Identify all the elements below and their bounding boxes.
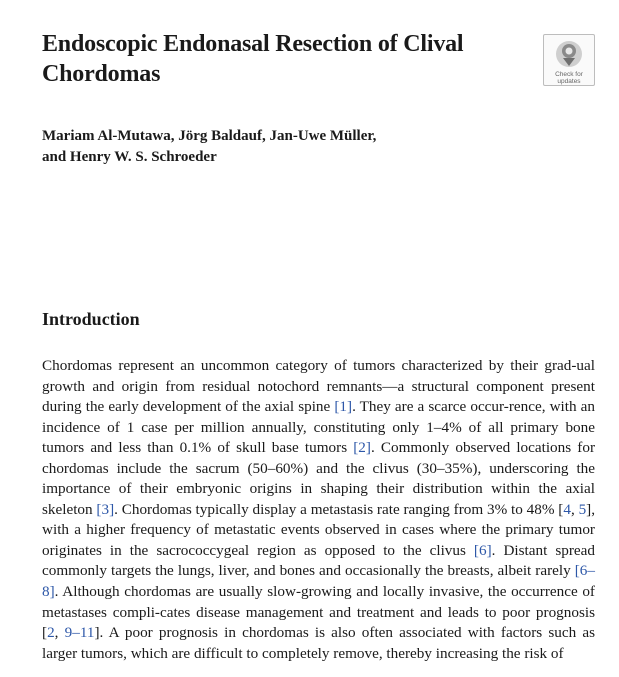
authors-line-2: and Henry W. S. Schroeder — [42, 149, 217, 165]
section-heading: Introduction — [42, 309, 140, 329]
paragraph-text: ]. A poor prognosis in chordomas is also often associated with factors such as larger tumors, which are difficult to completely remove, thereby increasing the risk of — [42, 624, 596, 662]
paragraph-text: . Chordomas typically display a metastasis rate ranging from 3% to 48% [ — [114, 500, 564, 518]
citation-link[interactable]: [6] — [473, 541, 492, 559]
badge-label-line2: updates — [557, 78, 581, 85]
citation-link[interactable]: 2 — [47, 624, 55, 642]
citation-link[interactable]: 4 — [563, 500, 571, 518]
check-for-updates-badge[interactable] — [543, 34, 595, 86]
paragraph-text: , — [570, 500, 579, 518]
badge-label — [544, 71, 594, 85]
paragraph-text: . Although chordomas are usually slow-growing and locally invasive, the occurrence of metastases compli-cates disease management and treatment and leads to poor prognosis [ — [42, 583, 595, 642]
paragraph-text: . Commonly observed locations for chordomas include the sacrum (50–60%) and the clivus (30–35%), underscoring the importance of their embryonic origins in shaping their distribution within the axial skeleton — [42, 439, 595, 518]
paragraph-text: Chordomas represent an uncommon category of tumors characterized by their grad-ual growth and origin from residual notochord remnants—a structural component present during the early development of the axial spine — [42, 357, 595, 416]
citation-link[interactable]: [6–8] — [42, 562, 595, 601]
introduction-paragraph — [42, 356, 595, 664]
paragraph-text: . They are a scarce occur-rence, with an incidence of 1 case per million annually, constituting only 1–4% of all primary bone tumors and less than 0.1% of skull base tumors — [42, 398, 595, 457]
paragraph-text: , — [54, 624, 65, 642]
citation-link[interactable]: 5 — [578, 500, 587, 518]
paragraph-text: . Distant spread commonly targets the lungs, liver, and bones and occasionally the breasts, albeit rarely — [42, 541, 595, 580]
author-list — [42, 126, 562, 168]
crossmark-icon — [554, 39, 584, 69]
citation-link[interactable]: [1] — [334, 398, 353, 416]
citation-link[interactable]: [2] — [353, 439, 371, 457]
paper-title: Endoscopic Endonasal Resection of Clival Chordomas — [42, 31, 464, 87]
citation-link[interactable]: 9–11 — [64, 624, 95, 642]
citation-link[interactable]: [3] — [96, 500, 115, 518]
badge-label-line1: Check for — [555, 71, 583, 78]
authors-line-1: Mariam Al-Mutawa, Jörg Baldauf, Jan-Uwe Müller, — [42, 128, 377, 144]
paragraph-text: ], with a higher frequency of metastatic events observed in cases where the primary tumor originates in the sacrococcygeal region as opposed to the clivus — [42, 500, 596, 559]
